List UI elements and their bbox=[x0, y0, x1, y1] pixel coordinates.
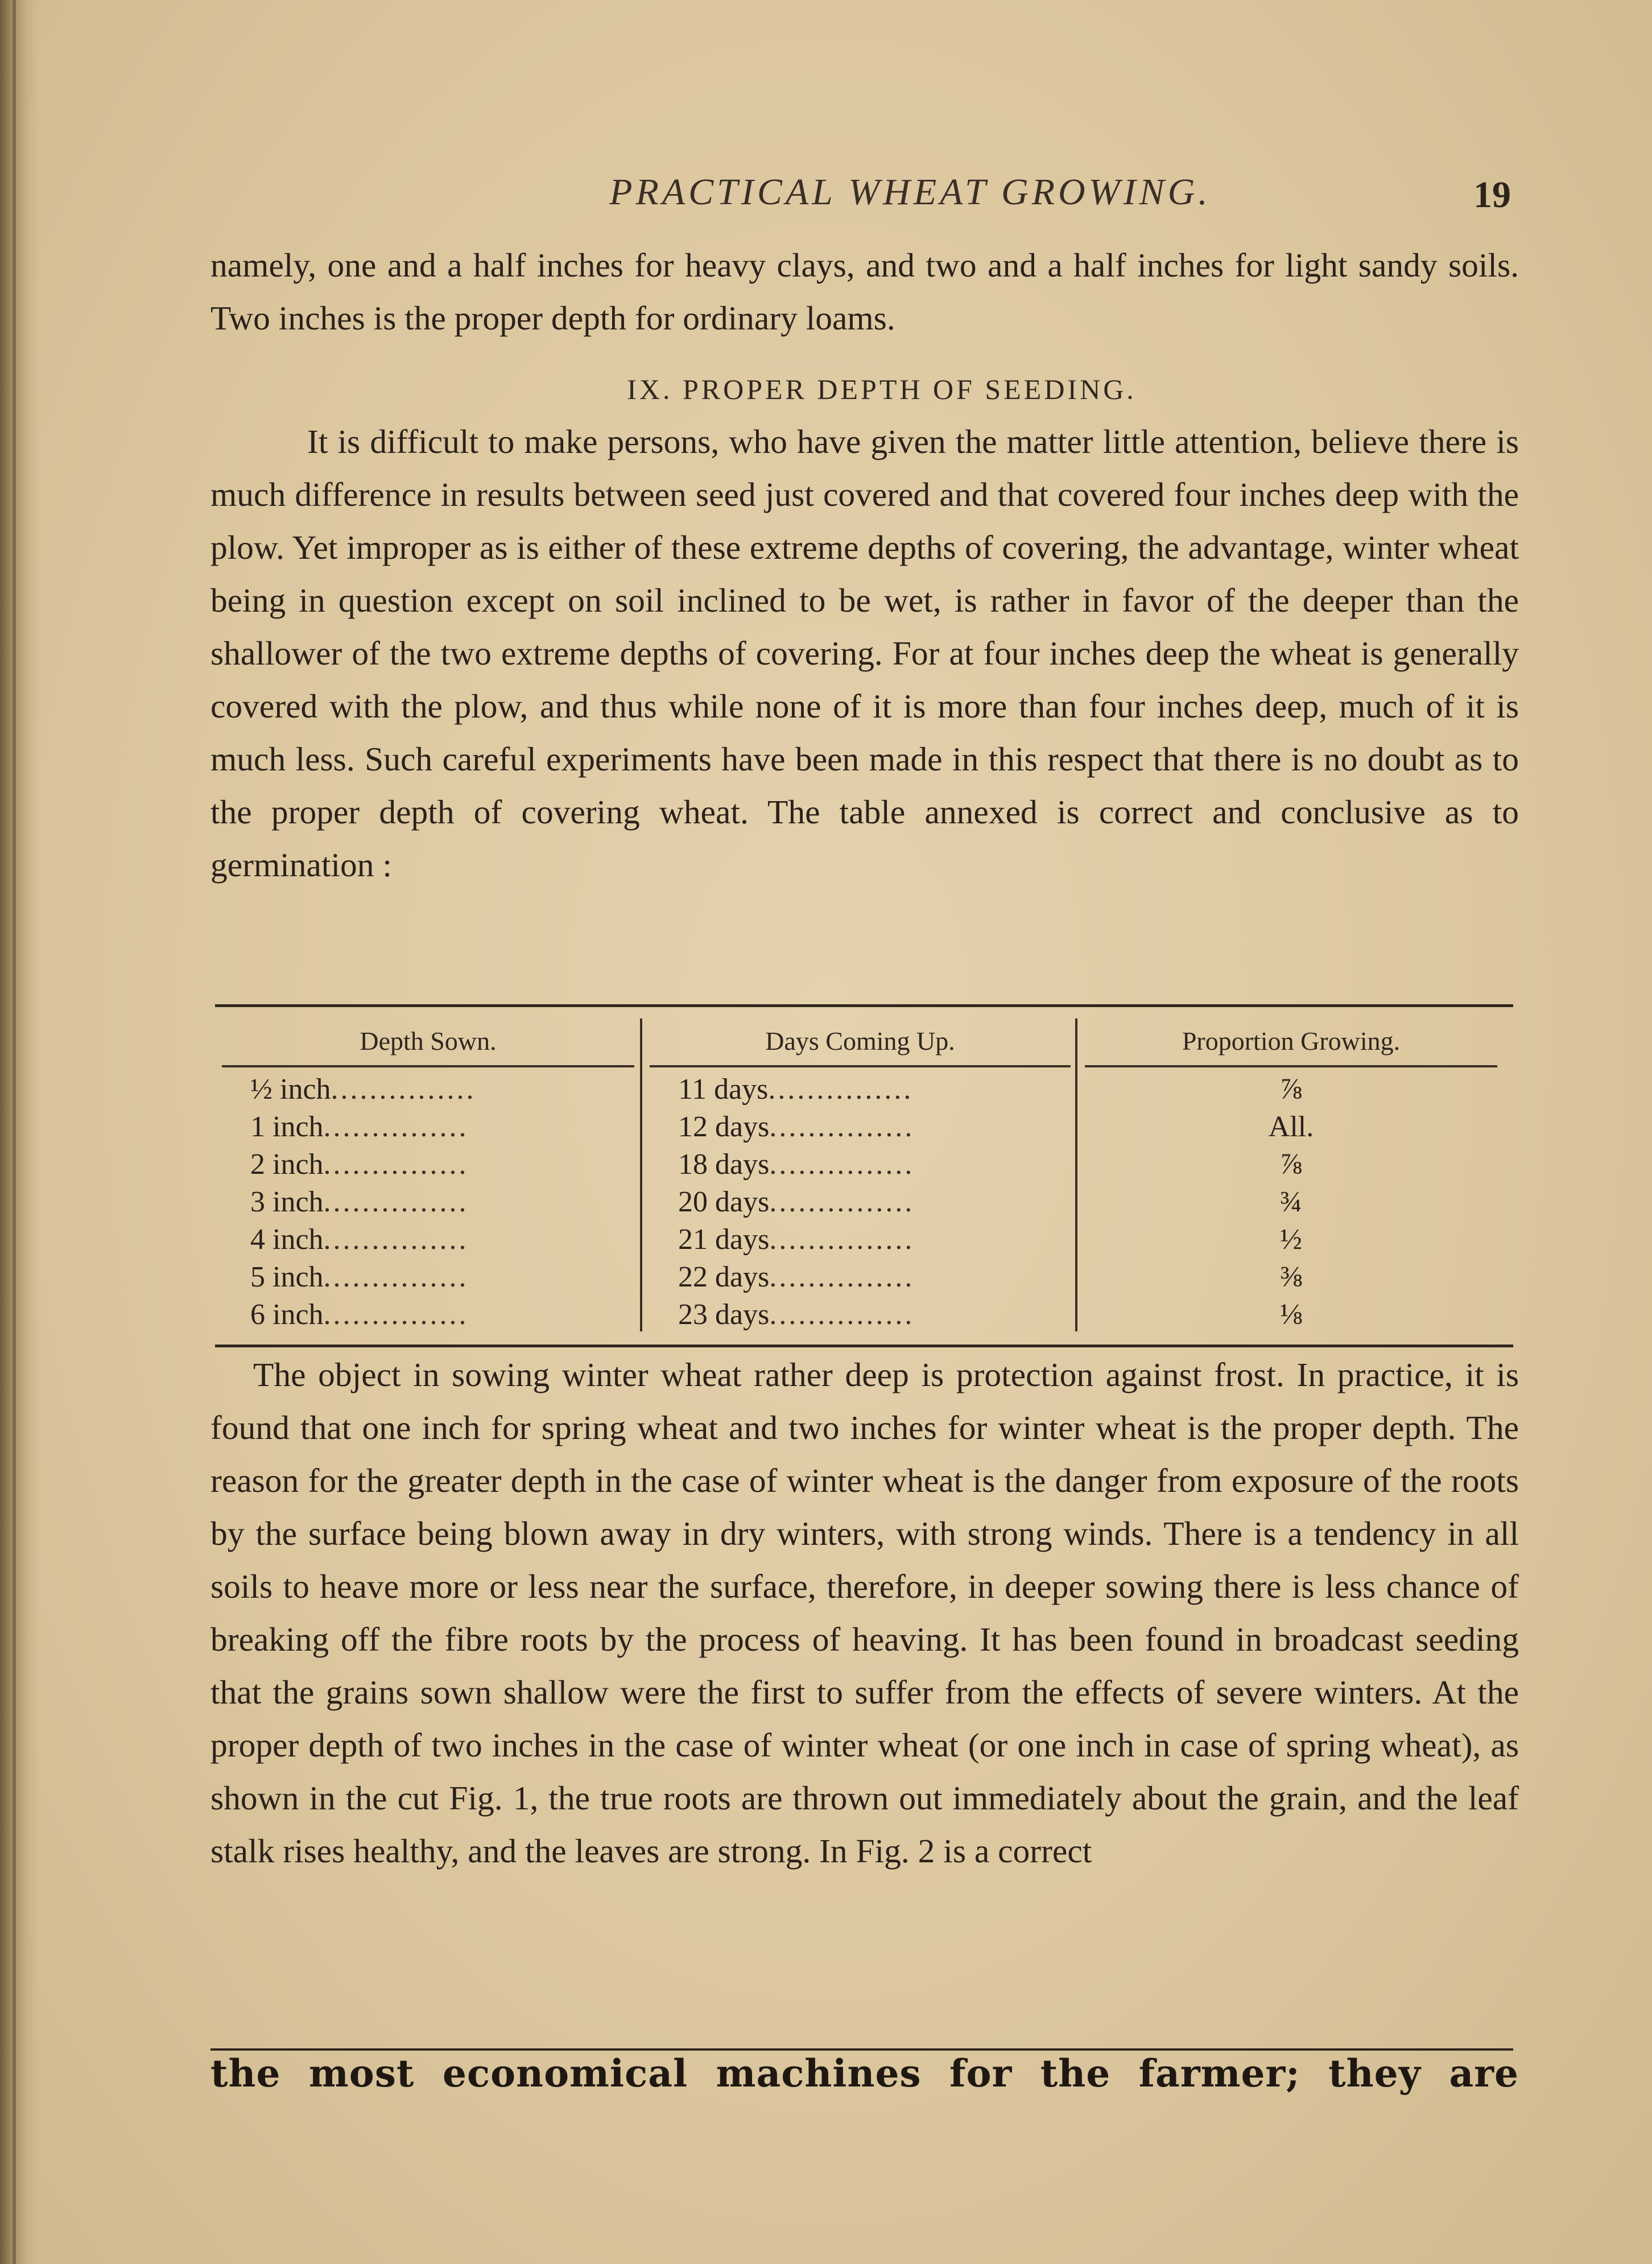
table-cell-days: 21 days............... bbox=[678, 1223, 915, 1256]
section-heading: IX. PROPER DEPTH OF SEEDING. bbox=[627, 373, 1137, 405]
table-bottom-rule bbox=[215, 1345, 1513, 1347]
table-cell-proportion: ⅛ bbox=[1280, 1298, 1302, 1331]
table-cell-proportion: ⅞ bbox=[1280, 1148, 1302, 1181]
table-header-rule bbox=[650, 1065, 1071, 1067]
table-cell-depth: ½ inch............... bbox=[250, 1073, 476, 1106]
table-cell-proportion: ⅜ bbox=[1280, 1261, 1302, 1293]
table-cell-days: 20 days............... bbox=[678, 1186, 915, 1218]
table-cell-proportion: ½ bbox=[1280, 1223, 1302, 1256]
table-cell-days: 11 days............... bbox=[678, 1073, 914, 1106]
running-title: PRACTICAL WHEAT GROWING. bbox=[609, 171, 1211, 213]
footer-advert-line: the most economical machines for the farmer; they are bbox=[210, 2051, 1519, 2096]
table-column-divider bbox=[640, 1018, 642, 1331]
paragraph-1: namely, one and a half inches for heavy clays, and two and a half inches for light sandy soils. Two inches is the proper depth for ordinary loams. bbox=[210, 246, 1519, 337]
table-cell-days: 23 days............... bbox=[678, 1298, 915, 1331]
table-header-depth: Depth Sown. bbox=[360, 1026, 497, 1055]
table-column-depth bbox=[216, 1018, 640, 1331]
table-cell-depth: 5 inch............... bbox=[250, 1261, 469, 1293]
table-cell-proportion: All. bbox=[1268, 1111, 1314, 1143]
table-column-divider bbox=[1075, 1018, 1077, 1331]
book-spine-shadow bbox=[0, 0, 40, 2264]
paragraph-3: The object in sowing winter wheat rather deep is protection against frost. In practice, it is found that one inch for spring wheat and two inches for winter wheat is the proper depth. The reason for the greater depth in the case of winter wheat is the danger from exposure of the roots by the surface being blown away in dry winters, with strong winds. There is a tendency in all soils to heave more or less near the surface, therefore, in deeper sowing there is less chance of breaking off the fibre roots by the process of heaving. It has been found in broadcast seeding that the grains sown shallow were the first to suffer from the effects of severe winters. At the proper depth of two inches in the case of winter wheat (or one inch in case of spring wheat), as shown in the cut Fig. 1, the true roots are thrown out immediately about the grain, and the leaf stalk rises healthy, and the leaves are strong. In Fig. 2 is a correct bbox=[210, 1356, 1519, 1870]
table-header-rule bbox=[1085, 1065, 1497, 1067]
table-header-rule bbox=[222, 1065, 634, 1067]
paragraph-2: It is difficult to make persons, who have given the matter little attention, believe there is much difference in results between seed just covered and that covered four inches deep with the plow. Yet improper as is either of these extreme depths of covering, the advantage, winter wheat being in question except on soil inclined to be wet, is rather in favor of the deeper than the shallower of the two extreme depths of covering. For at four inches deep the wheat is generally covered with the plow, and thus while none of it is more than four inches deep, much of it is much less. Such careful experiments have been made in this respect that there is no doubt as to the proper depth of covering wheat. The table annexed is correct and conclusive as to germination : bbox=[210, 423, 1519, 884]
table-cell-proportion: ⅞ bbox=[1280, 1073, 1302, 1106]
table-column-proportion bbox=[1079, 1018, 1503, 1331]
page-number: 19 bbox=[1473, 174, 1511, 216]
table-cell-depth: 3 inch............... bbox=[250, 1186, 469, 1218]
footer-rule bbox=[210, 2048, 1513, 2051]
table-cell-depth: 6 inch............... bbox=[250, 1298, 469, 1331]
table-cell-depth: 4 inch............... bbox=[250, 1223, 469, 1256]
table-cell-depth: 2 inch............... bbox=[250, 1148, 469, 1181]
page-edge-line bbox=[13, 0, 16, 2264]
table-cell-days: 12 days............... bbox=[678, 1111, 915, 1143]
bleed-through-shadow bbox=[512, 2117, 1479, 2219]
table-cell-days: 18 days............... bbox=[678, 1148, 915, 1181]
table-top-rule bbox=[215, 1004, 1513, 1007]
table-column-days bbox=[644, 1018, 1076, 1331]
table-cell-days: 22 days............... bbox=[678, 1261, 915, 1293]
table-header-proportion: Proportion Growing. bbox=[1182, 1026, 1401, 1055]
table-cell-proportion: ¾ bbox=[1280, 1186, 1302, 1218]
table-cell-depth: 1 inch............... bbox=[250, 1111, 469, 1143]
table-header-days: Days Coming Up. bbox=[765, 1026, 955, 1055]
